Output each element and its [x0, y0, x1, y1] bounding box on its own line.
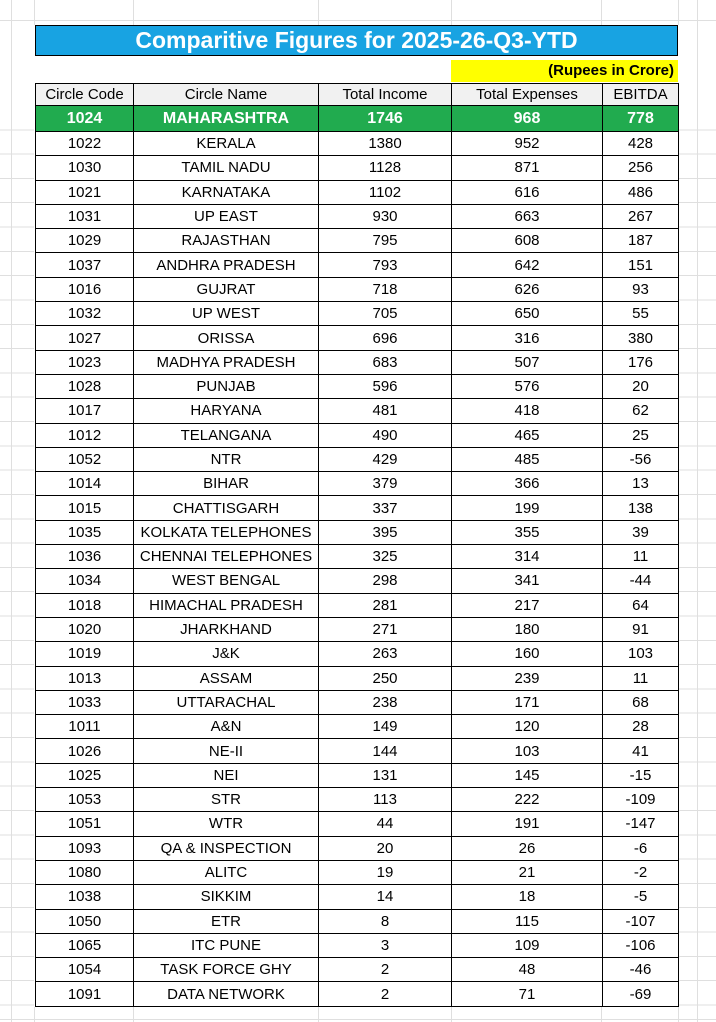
circle-name-cell[interactable]: KARNATAKA [134, 180, 319, 204]
total-income-cell[interactable]: 44 [319, 812, 452, 836]
table-row [36, 933, 679, 957]
total-expenses-cell[interactable]: 871 [452, 156, 603, 180]
gridline [601, 1007, 602, 1022]
circle-name-cell[interactable]: MADHYA PRADESH [134, 350, 319, 374]
ebitda-cell[interactable]: 138 [603, 496, 679, 520]
table-row [36, 253, 679, 277]
total-expenses-cell[interactable]: 316 [452, 326, 603, 350]
circle-name-cell[interactable]: NEI [134, 763, 319, 787]
circle-code-cell[interactable]: 1030 [36, 156, 134, 180]
table-row [36, 520, 679, 544]
total-income-cell[interactable]: 8 [319, 909, 452, 933]
circle-code-cell[interactable]: 1019 [36, 642, 134, 666]
total-expenses-cell[interactable]: 199 [452, 496, 603, 520]
circle-code-cell[interactable]: 1080 [36, 860, 134, 884]
total-income-cell[interactable]: 379 [319, 472, 452, 496]
circle-code-cell[interactable]: 1031 [36, 204, 134, 228]
total-expenses-cell[interactable]: 26 [452, 836, 603, 860]
total-expenses-cell[interactable]: 21 [452, 860, 603, 884]
table-row [36, 496, 679, 520]
total-expenses-cell[interactable]: 191 [452, 812, 603, 836]
total-income-cell[interactable]: 113 [319, 788, 452, 812]
circle-name-cell[interactable]: WTR [134, 812, 319, 836]
circle-name-cell[interactable]: KOLKATA TELEPHONES [134, 520, 319, 544]
ebitda-cell[interactable]: 176 [603, 350, 679, 374]
table-row [36, 836, 679, 860]
total-income-cell[interactable]: 281 [319, 593, 452, 617]
total-expenses-cell[interactable]: 650 [452, 302, 603, 326]
circle-name-cell[interactable]: RAJASTHAN [134, 229, 319, 253]
total-income-cell[interactable]: 705 [319, 302, 452, 326]
circle-name-cell[interactable]: PUNJAB [134, 374, 319, 398]
ebitda-cell[interactable]: 486 [603, 180, 679, 204]
circle-name-cell[interactable]: UTTARACHAL [134, 690, 319, 714]
ebitda-cell[interactable]: -15 [603, 763, 679, 787]
total-expenses-cell[interactable]: 968 [452, 106, 603, 132]
column-header-circle-code[interactable]: Circle Code [36, 84, 134, 106]
total-expenses-cell[interactable]: 18 [452, 885, 603, 909]
ebitda-cell[interactable]: -6 [603, 836, 679, 860]
ebitda-cell[interactable]: 41 [603, 739, 679, 763]
gridlines-row-extension-left [0, 106, 34, 1007]
total-expenses-cell[interactable]: 222 [452, 788, 603, 812]
total-income-cell[interactable]: 131 [319, 763, 452, 787]
total-expenses-cell[interactable]: 608 [452, 229, 603, 253]
unit-label[interactable] [451, 60, 678, 82]
circle-name-cell[interactable]: ORISSA [134, 326, 319, 350]
total-income-cell[interactable]: 490 [319, 423, 452, 447]
circle-name-cell[interactable]: QA & INSPECTION [134, 836, 319, 860]
ebitda-cell[interactable]: 151 [603, 253, 679, 277]
gridline [601, 0, 602, 25]
table-row [36, 302, 679, 326]
table-row [36, 982, 679, 1006]
ebitda-cell[interactable]: -106 [603, 933, 679, 957]
column-header-total-expenses[interactable]: Total Expenses [452, 84, 603, 106]
circle-name-cell[interactable]: TELANGANA [134, 423, 319, 447]
total-expenses-cell[interactable]: 576 [452, 374, 603, 398]
ebitda-cell[interactable]: 68 [603, 690, 679, 714]
ebitda-cell[interactable]: -44 [603, 569, 679, 593]
ebitda-cell[interactable]: -69 [603, 982, 679, 1006]
total-income-cell[interactable]: 1380 [319, 132, 452, 156]
table-row [36, 958, 679, 982]
ebitda-cell[interactable]: -5 [603, 885, 679, 909]
total-income-cell[interactable]: 250 [319, 666, 452, 690]
table-row [36, 860, 679, 884]
total-expenses-cell[interactable]: 616 [452, 180, 603, 204]
total-income-cell[interactable]: 718 [319, 277, 452, 301]
circle-name-cell[interactable]: SIKKIM [134, 885, 319, 909]
total-income-cell[interactable]: 696 [319, 326, 452, 350]
total-income-cell[interactable]: 2 [319, 982, 452, 1006]
ebitda-cell[interactable]: 25 [603, 423, 679, 447]
ebitda-cell[interactable]: -107 [603, 909, 679, 933]
table-header-row [36, 84, 679, 106]
table-row [36, 156, 679, 180]
total-expenses-cell[interactable]: 120 [452, 715, 603, 739]
total-expenses-cell[interactable]: 355 [452, 520, 603, 544]
circle-code-cell[interactable]: 1091 [36, 982, 134, 1006]
gridline [133, 0, 134, 25]
circle-name-cell[interactable]: ANDHRA PRADESH [134, 253, 319, 277]
table-row [36, 909, 679, 933]
ebitda-cell[interactable]: 778 [603, 106, 679, 132]
circle-code-cell[interactable]: 1025 [36, 763, 134, 787]
circle-code-cell[interactable]: 1050 [36, 909, 134, 933]
ebitda-cell[interactable]: -56 [603, 447, 679, 471]
circle-code-cell[interactable]: 1032 [36, 302, 134, 326]
circle-code-cell[interactable]: 1054 [36, 958, 134, 982]
total-expenses-cell[interactable]: 180 [452, 617, 603, 641]
total-expenses-cell[interactable]: 663 [452, 204, 603, 228]
total-expenses-cell[interactable]: 171 [452, 690, 603, 714]
circle-name-cell[interactable]: HARYANA [134, 399, 319, 423]
ebitda-cell[interactable]: 11 [603, 545, 679, 569]
circle-code-cell[interactable]: 1051 [36, 812, 134, 836]
circle-code-cell[interactable]: 1029 [36, 229, 134, 253]
total-income-cell[interactable]: 596 [319, 374, 452, 398]
total-expenses-cell[interactable]: 418 [452, 399, 603, 423]
total-income-cell[interactable]: 3 [319, 933, 452, 957]
ebitda-cell[interactable]: 62 [603, 399, 679, 423]
circle-name-cell[interactable]: UP EAST [134, 204, 319, 228]
circle-name-cell[interactable]: JHARKHAND [134, 617, 319, 641]
table-row [36, 666, 679, 690]
total-income-cell[interactable]: 795 [319, 229, 452, 253]
total-income-cell[interactable]: 144 [319, 739, 452, 763]
total-income-cell[interactable]: 263 [319, 642, 452, 666]
table-row [36, 593, 679, 617]
total-expenses-cell[interactable]: 314 [452, 545, 603, 569]
total-expenses-cell[interactable]: 465 [452, 423, 603, 447]
circle-code-cell[interactable]: 1035 [36, 520, 134, 544]
ebitda-cell[interactable]: 256 [603, 156, 679, 180]
table-row [36, 763, 679, 787]
total-expenses-cell[interactable]: 626 [452, 277, 603, 301]
total-income-cell[interactable]: 298 [319, 569, 452, 593]
total-income-cell[interactable]: 149 [319, 715, 452, 739]
column-header-total-income[interactable]: Total Income [319, 84, 452, 106]
total-income-cell[interactable]: 20 [319, 836, 452, 860]
ebitda-cell[interactable]: 55 [603, 302, 679, 326]
circle-code-cell[interactable]: 1026 [36, 739, 134, 763]
gridlines-row-extension-right [679, 106, 716, 1007]
table-row [36, 715, 679, 739]
gridline [34, 1007, 35, 1022]
total-income-cell[interactable]: 429 [319, 447, 452, 471]
total-income-cell[interactable]: 337 [319, 496, 452, 520]
column-header-circle-name[interactable]: Circle Name [134, 84, 319, 106]
circle-name-cell[interactable]: DATA NETWORK [134, 982, 319, 1006]
total-expenses-cell[interactable]: 160 [452, 642, 603, 666]
gridline [451, 0, 452, 25]
table-row [36, 374, 679, 398]
gridline [451, 1007, 452, 1022]
total-expenses-cell[interactable]: 366 [452, 472, 603, 496]
circle-code-cell[interactable]: 1015 [36, 496, 134, 520]
total-expenses-cell[interactable]: 71 [452, 982, 603, 1006]
circle-name-cell[interactable]: CHENNAI TELEPHONES [134, 545, 319, 569]
total-income-cell[interactable]: 271 [319, 617, 452, 641]
total-expenses-cell[interactable]: 952 [452, 132, 603, 156]
circle-figures-table [35, 83, 679, 1007]
circle-name-cell[interactable]: ITC PUNE [134, 933, 319, 957]
circle-name-cell[interactable]: TASK FORCE GHY [134, 958, 319, 982]
circle-code-cell[interactable]: 1018 [36, 593, 134, 617]
circle-name-cell[interactable]: CHATTISGARH [134, 496, 319, 520]
table-row [36, 788, 679, 812]
ebitda-cell[interactable]: -46 [603, 958, 679, 982]
ebitda-cell[interactable]: 380 [603, 326, 679, 350]
ebitda-cell[interactable]: 267 [603, 204, 679, 228]
circle-name-cell[interactable]: J&K [134, 642, 319, 666]
circle-code-cell[interactable]: 1028 [36, 374, 134, 398]
total-income-cell[interactable]: 14 [319, 885, 452, 909]
ebitda-cell[interactable]: 93 [603, 277, 679, 301]
total-income-cell[interactable]: 1746 [319, 106, 452, 132]
circle-name-cell[interactable]: ETR [134, 909, 319, 933]
table-row [36, 277, 679, 301]
total-expenses-cell[interactable]: 115 [452, 909, 603, 933]
table-row [36, 180, 679, 204]
total-expenses-cell[interactable]: 103 [452, 739, 603, 763]
ebitda-cell[interactable]: 39 [603, 520, 679, 544]
ebitda-cell[interactable]: -2 [603, 860, 679, 884]
gridline [0, 1019, 716, 1020]
table-row [36, 690, 679, 714]
circle-code-cell[interactable]: 1027 [36, 326, 134, 350]
circle-code-cell[interactable]: 1033 [36, 690, 134, 714]
circle-name-cell[interactable]: KERALA [134, 132, 319, 156]
total-income-cell[interactable]: 481 [319, 399, 452, 423]
table-row [36, 545, 679, 569]
gridline [34, 0, 35, 25]
total-income-cell[interactable]: 238 [319, 690, 452, 714]
circle-name-cell[interactable]: NE-II [134, 739, 319, 763]
circle-code-cell[interactable]: 1023 [36, 350, 134, 374]
ebitda-cell[interactable]: 20 [603, 374, 679, 398]
total-expenses-cell[interactable]: 217 [452, 593, 603, 617]
table-row [36, 399, 679, 423]
circle-code-cell[interactable]: 1065 [36, 933, 134, 957]
table-row [36, 326, 679, 350]
total-income-cell[interactable]: 325 [319, 545, 452, 569]
circle-code-cell[interactable]: 1053 [36, 788, 134, 812]
gridline [318, 1007, 319, 1022]
table-row [36, 350, 679, 374]
ebitda-cell[interactable]: -109 [603, 788, 679, 812]
title-banner[interactable] [35, 25, 678, 56]
total-expenses-cell[interactable]: 507 [452, 350, 603, 374]
unit-label-text: (Rupees in Crore) [548, 62, 674, 79]
ebitda-cell[interactable]: 28 [603, 715, 679, 739]
circle-code-cell[interactable]: 1021 [36, 180, 134, 204]
circle-name-cell[interactable]: GUJRAT [134, 277, 319, 301]
table-row [36, 423, 679, 447]
circle-code-cell[interactable]: 1093 [36, 836, 134, 860]
circle-code-cell[interactable]: 1014 [36, 472, 134, 496]
title-banner-text: Comparitive Figures for 2025-26-Q3-YTD [135, 27, 578, 53]
total-income-cell[interactable]: 930 [319, 204, 452, 228]
column-header-ebitda[interactable]: EBITDA [603, 84, 679, 106]
total-expenses-cell[interactable]: 48 [452, 958, 603, 982]
table-row [36, 447, 679, 471]
total-income-cell[interactable]: 2 [319, 958, 452, 982]
total-expenses-cell[interactable]: 145 [452, 763, 603, 787]
circle-code-cell[interactable]: 1038 [36, 885, 134, 909]
circle-code-cell[interactable]: 1034 [36, 569, 134, 593]
circle-name-cell[interactable]: BIHAR [134, 472, 319, 496]
table-row [36, 739, 679, 763]
total-income-cell[interactable]: 683 [319, 350, 452, 374]
circle-code-cell[interactable]: 1037 [36, 253, 134, 277]
total-income-cell[interactable]: 793 [319, 253, 452, 277]
circle-name-cell[interactable]: NTR [134, 447, 319, 471]
circle-code-cell[interactable]: 1012 [36, 423, 134, 447]
circle-name-cell[interactable]: MAHARASHTRA [134, 106, 319, 132]
table-row [36, 812, 679, 836]
table-row [36, 472, 679, 496]
ebitda-cell[interactable]: 103 [603, 642, 679, 666]
circle-code-cell[interactable]: 1011 [36, 715, 134, 739]
circle-code-cell[interactable]: 1036 [36, 545, 134, 569]
total-expenses-cell[interactable]: 239 [452, 666, 603, 690]
total-expenses-cell[interactable]: 485 [452, 447, 603, 471]
total-income-cell[interactable]: 1102 [319, 180, 452, 204]
ebitda-cell[interactable]: 13 [603, 472, 679, 496]
table-row [36, 132, 679, 156]
circle-code-cell[interactable]: 1013 [36, 666, 134, 690]
table-row [36, 229, 679, 253]
circle-code-cell[interactable]: 1017 [36, 399, 134, 423]
gridline [678, 0, 679, 25]
gridline [0, 20, 716, 21]
total-expenses-cell[interactable]: 642 [452, 253, 603, 277]
circle-name-cell[interactable]: ALITC [134, 860, 319, 884]
circle-code-cell[interactable]: 1020 [36, 617, 134, 641]
table-row [36, 885, 679, 909]
ebitda-cell[interactable]: 11 [603, 666, 679, 690]
circle-name-cell[interactable]: A&N [134, 715, 319, 739]
gridline [678, 1007, 679, 1022]
circle-code-cell[interactable]: 1052 [36, 447, 134, 471]
table-row-highlighted [36, 106, 679, 132]
total-expenses-cell[interactable]: 109 [452, 933, 603, 957]
circle-name-cell[interactable]: STR [134, 788, 319, 812]
total-income-cell[interactable]: 19 [319, 860, 452, 884]
circle-name-cell[interactable]: UP WEST [134, 302, 319, 326]
ebitda-cell[interactable]: 187 [603, 229, 679, 253]
ebitda-cell[interactable]: 64 [603, 593, 679, 617]
table-row [36, 617, 679, 641]
ebitda-cell[interactable]: -147 [603, 812, 679, 836]
circle-code-cell[interactable]: 1022 [36, 132, 134, 156]
circle-code-cell[interactable]: 1024 [36, 106, 134, 132]
circle-name-cell[interactable]: TAMIL NADU [134, 156, 319, 180]
total-income-cell[interactable]: 1128 [319, 156, 452, 180]
total-income-cell[interactable]: 395 [319, 520, 452, 544]
circle-code-cell[interactable]: 1016 [36, 277, 134, 301]
ebitda-cell[interactable]: 428 [603, 132, 679, 156]
gridline [133, 1007, 134, 1022]
circle-name-cell[interactable]: WEST BENGAL [134, 569, 319, 593]
table-row [36, 204, 679, 228]
table-row [36, 569, 679, 593]
circle-name-cell[interactable]: HIMACHAL PRADESH [134, 593, 319, 617]
circle-name-cell[interactable]: ASSAM [134, 666, 319, 690]
ebitda-cell[interactable]: 91 [603, 617, 679, 641]
gridline [318, 0, 319, 25]
table-row [36, 642, 679, 666]
total-expenses-cell[interactable]: 341 [452, 569, 603, 593]
